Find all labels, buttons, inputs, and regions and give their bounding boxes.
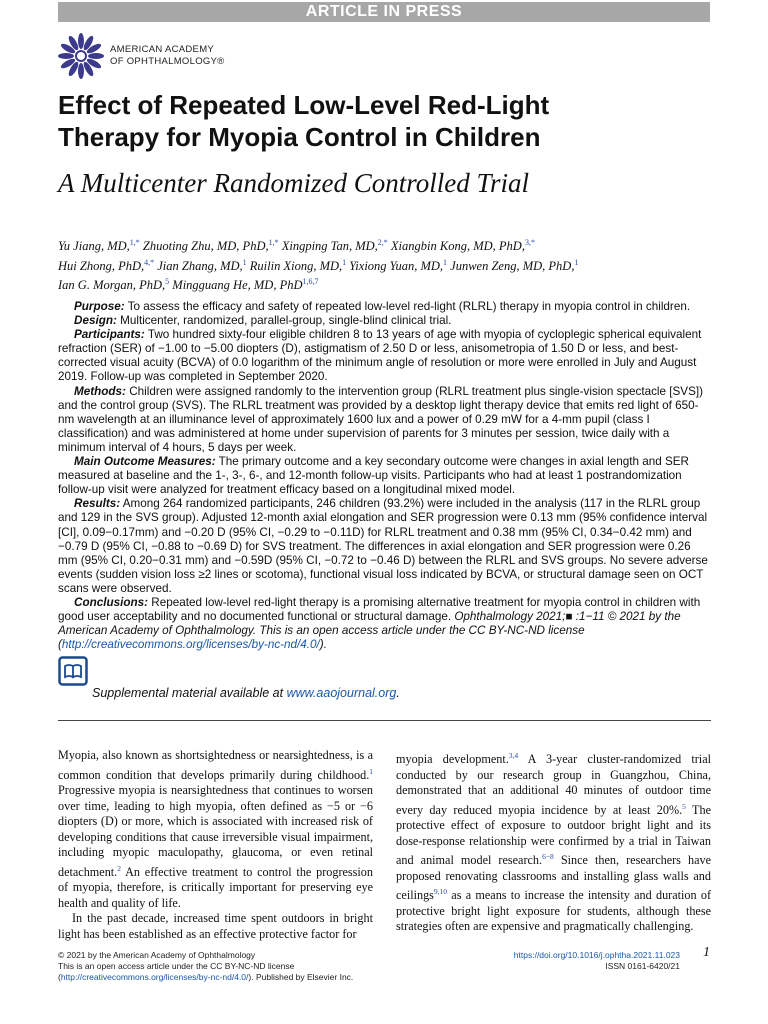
citation-ref[interactable]: 3,4 [508, 751, 519, 760]
abstract-results [58, 497, 711, 596]
author-affiliation[interactable]: 1,* [268, 238, 279, 247]
abstract [58, 300, 711, 652]
body-paragraph [396, 748, 711, 935]
page-number: 1 [703, 945, 710, 960]
body-column-right [396, 748, 711, 935]
outcome-text: The primary outcome and a key secondary outcome were changes in axial length and SER measured at baseline and the 1-, 3-, 6-, and 12-month follow-up visits. Participants who had at least 1 postrandomization follow-up visit were analyzed for treatment efficacy based on a longitudinal mixed model. [58, 455, 689, 497]
author[interactable]: Jian Zhang, MD, [157, 258, 243, 273]
author-affiliation[interactable]: 1 [242, 257, 247, 267]
conclusions-text: Repeated low-level red-light therapy is a promising alternative treatment for myopia control in children with good user acceptability and no documented functional or structural damage. [58, 595, 701, 624]
author[interactable]: Mingguang He, MD, PhD [172, 278, 303, 293]
license-url-line: (http://creativecommons.org/licenses/by-nc-nd/4.0/). Published by Elsevier Inc. [58, 972, 354, 982]
supplemental-book-icon [58, 656, 88, 686]
title-line-2: Therapy for Myopia Control in Children [58, 122, 541, 152]
body-text: The protective effect of exposure to outdoor bright light and its dose-response relationship were confirmed by a trial in Taiwan and animal model research. [396, 802, 711, 868]
participants-label: Participants: [74, 328, 145, 342]
abstract-participants [58, 328, 711, 384]
author-affiliation[interactable]: 1,6,7 [302, 277, 319, 287]
org-line-2: OF OPHTHALMOLOGY® [110, 56, 225, 67]
supplemental-note [92, 686, 400, 700]
body-text: An effective treatment to control the progression of myopia, therefore, is critically important for preserving eye health and quality of life. [58, 864, 373, 910]
citation-ref[interactable]: 2 [117, 863, 121, 873]
purpose-text: To assess the efficacy and safety of repeated low-level red-light (RLRL) therapy in myopia control in children. [127, 300, 691, 313]
design-text: Multicenter, randomized, parallel-group, single-blind clinical trial. [120, 314, 452, 328]
purpose-label: Purpose: [74, 300, 125, 313]
author-affiliation[interactable]: 4,* [144, 257, 155, 267]
author-affiliation[interactable]: 1 [574, 257, 579, 267]
conclusions-label: Conclusions: [74, 595, 149, 609]
body-paragraph [58, 748, 373, 911]
author[interactable]: Xiangbin Kong, MD, PhD, [390, 239, 525, 254]
copyright-line: © 2021 by the American Academy of Ophthalmology [58, 950, 256, 960]
author[interactable]: Zhuoting Zhu, MD, PhD, [142, 239, 269, 254]
footer-license-link[interactable]: http://creativecommons.org/licenses/by-nc-nd/4.0/ [60, 972, 249, 982]
author[interactable]: Ian G. Morgan, PhD, [58, 278, 166, 293]
author-list [58, 235, 708, 294]
body-text: Since then, researchers have proposed renovating classrooms and installing glass walls and ceilings [396, 853, 711, 903]
author[interactable]: Junwen Zeng, MD, PhD, [450, 258, 575, 273]
design-label: Design: [74, 314, 117, 328]
aao-logo-icon [58, 33, 104, 79]
author-affiliation[interactable]: 5 [165, 277, 170, 287]
abstract-conclusions [58, 596, 711, 652]
citation-ref[interactable]: 6−8 [542, 852, 554, 862]
article-title [58, 89, 738, 153]
supplemental-text: Supplemental material available at [92, 686, 287, 700]
participants-text: Two hundred sixty-four eligible children 8 to 13 years of age with myopia of cycloplegic spherical equivalent refraction (SER) of −1.00 to −5.00 diopters (D), astigmatism of 2.50 D or less, anisometropia of 1.50 D or less, and best-corrected visual acuity (BCVA) of 0.0 logarithm of the minimum angle of resolution or more were enrolled in July and August 2019. Follow-up was completed in September 2020. [58, 328, 702, 384]
methods-label: Methods: [74, 384, 126, 398]
issn: ISSN 0161-6420/21 [605, 961, 680, 971]
section-divider [58, 720, 711, 721]
body-text: myopia development. [396, 752, 509, 767]
organization-name [110, 44, 225, 68]
body-text: as a means to increase the intensity and duration of protective bright light exposure for students, although these strategies often are expensive and pragmatically challenging. [396, 888, 711, 934]
citation-ref[interactable]: 5 [682, 801, 686, 811]
publisher-line: ). Published by Elsevier Inc. [248, 972, 354, 982]
citation-text: Ophthalmology 2021;■ :1−11 © 2021 by the American Academy of Ophthalmology. This is an open access article under the CC BY-NC-ND license ( [58, 610, 681, 652]
footer-copyright [58, 950, 353, 983]
supplemental-end: . [396, 686, 400, 700]
author[interactable]: Xingping Tan, MD, [281, 239, 378, 254]
body-text: Progressive myopia is nearsightedness that continues to worsen over time, leading to high myopia, often defined as −5 or −6 diopters (D) or more, which is associated with increased risk of developing conditions that cause irreversible visual impairment, including myopic maculopathy, glaucoma, or even retinal detachment. [58, 783, 373, 879]
license-line: This is an open access article under the CC BY-NC-ND license [58, 961, 295, 971]
body-text: Myopia, also known as shortsightedness or nearsightedness, is a common condition that develops primarily during childhood. [58, 748, 373, 782]
citation-ref[interactable]: 9,10 [433, 887, 448, 897]
article-in-press-banner: ARTICLE IN PRESS [58, 2, 710, 22]
title-line-1: Effect of Repeated Low-Level Red-Light [58, 90, 550, 120]
citation-end: ). [319, 638, 327, 652]
author-affiliation[interactable]: 1,* [129, 238, 140, 247]
supplemental-link[interactable]: www.aaojournal.org [286, 686, 397, 700]
footer-doi [514, 950, 680, 972]
author[interactable]: Ruilin Xiong, MD, [249, 258, 343, 273]
citation-ref[interactable]: 1 [369, 766, 373, 776]
abstract-methods [58, 385, 711, 455]
article-subtitle: A Multicenter Randomized Controlled Trial [58, 168, 529, 198]
results-text: Among 264 randomized participants, 246 children (93.2%) were included in the analysis (117 in the RLRL group and 129 in the SVS group). Adjusted 12-month axial elongation and SER progression were 0.13 mm (95% confidence interval [CI], 0.09−0.17mm) and −0.20 D (95% CI, −0.29 to −0.11D) for RLRL treatment and 0.38 mm (95% CI, 0.34−0.42 mm) and −0.79 D (95% CI, −0.88 to −0.69 D) for SVS treatment. The differences in axial elongation and SER progression were 0.26 mm (95% CI, 0.20−0.31 mm) and −0.59D (95% CI, −0.72 to −0.46 D) between the RLRL and SVS groups. No severe adverse events (sudden vision loss ≥2 lines or scotoma), functional visual loss indicated by BCVA, or structural damage seen on OCT scans were observed. [58, 497, 708, 595]
abstract-design [58, 314, 711, 328]
author-affiliation[interactable]: 2,* [377, 238, 388, 247]
results-label: Results: [74, 497, 121, 511]
body-paragraph: In the past decade, increased time spent outdoors in bright light has been established as an effective protective factor for [58, 911, 373, 941]
abstract-purpose [58, 300, 711, 314]
org-line-1: AMERICAN ACADEMY [110, 44, 215, 55]
abstract-outcome [58, 455, 711, 497]
body-column-left [58, 748, 373, 942]
body-text: A 3-year cluster-randomized trial conducted by our research group in Guangzhou, China, demonstrated that an additional 40 minutes of outdoor time every day reduced myopia incidence by at least 20%. [396, 752, 711, 817]
author[interactable]: Yu Jiang, MD, [58, 239, 130, 254]
author-affiliation[interactable]: 3,* [524, 238, 535, 247]
license-link[interactable]: http://creativecommons.org/licenses/by-nc-nd/4.0/ [61, 638, 320, 652]
author[interactable]: Yixiong Yuan, MD, [349, 258, 444, 273]
author-affiliation[interactable]: 1 [342, 257, 347, 267]
doi-link[interactable]: https://doi.org/10.1016/j.ophtha.2021.11.023 [513, 950, 680, 960]
author[interactable]: Hui Zhong, PhD, [58, 258, 145, 273]
methods-text: Children were assigned randomly to the intervention group (RLRL treatment plus single-vision spectacle [SVS]) and the control group (SVS). The RLRL treatment was provided by a desktop light therapy device that emits red light of 650-nm wavelength at an illuminance level of approximately 1600 lux and a power of 0.29 mW for a 4-mm pupil (class I classification) and was administered at home under supervision of parents for 3 minutes per session, twice daily with a minimum interval of 4 hours, 5 days per week. [58, 384, 704, 454]
author-affiliation[interactable]: 1 [443, 257, 448, 267]
outcome-label: Main Outcome Measures: [74, 455, 216, 469]
